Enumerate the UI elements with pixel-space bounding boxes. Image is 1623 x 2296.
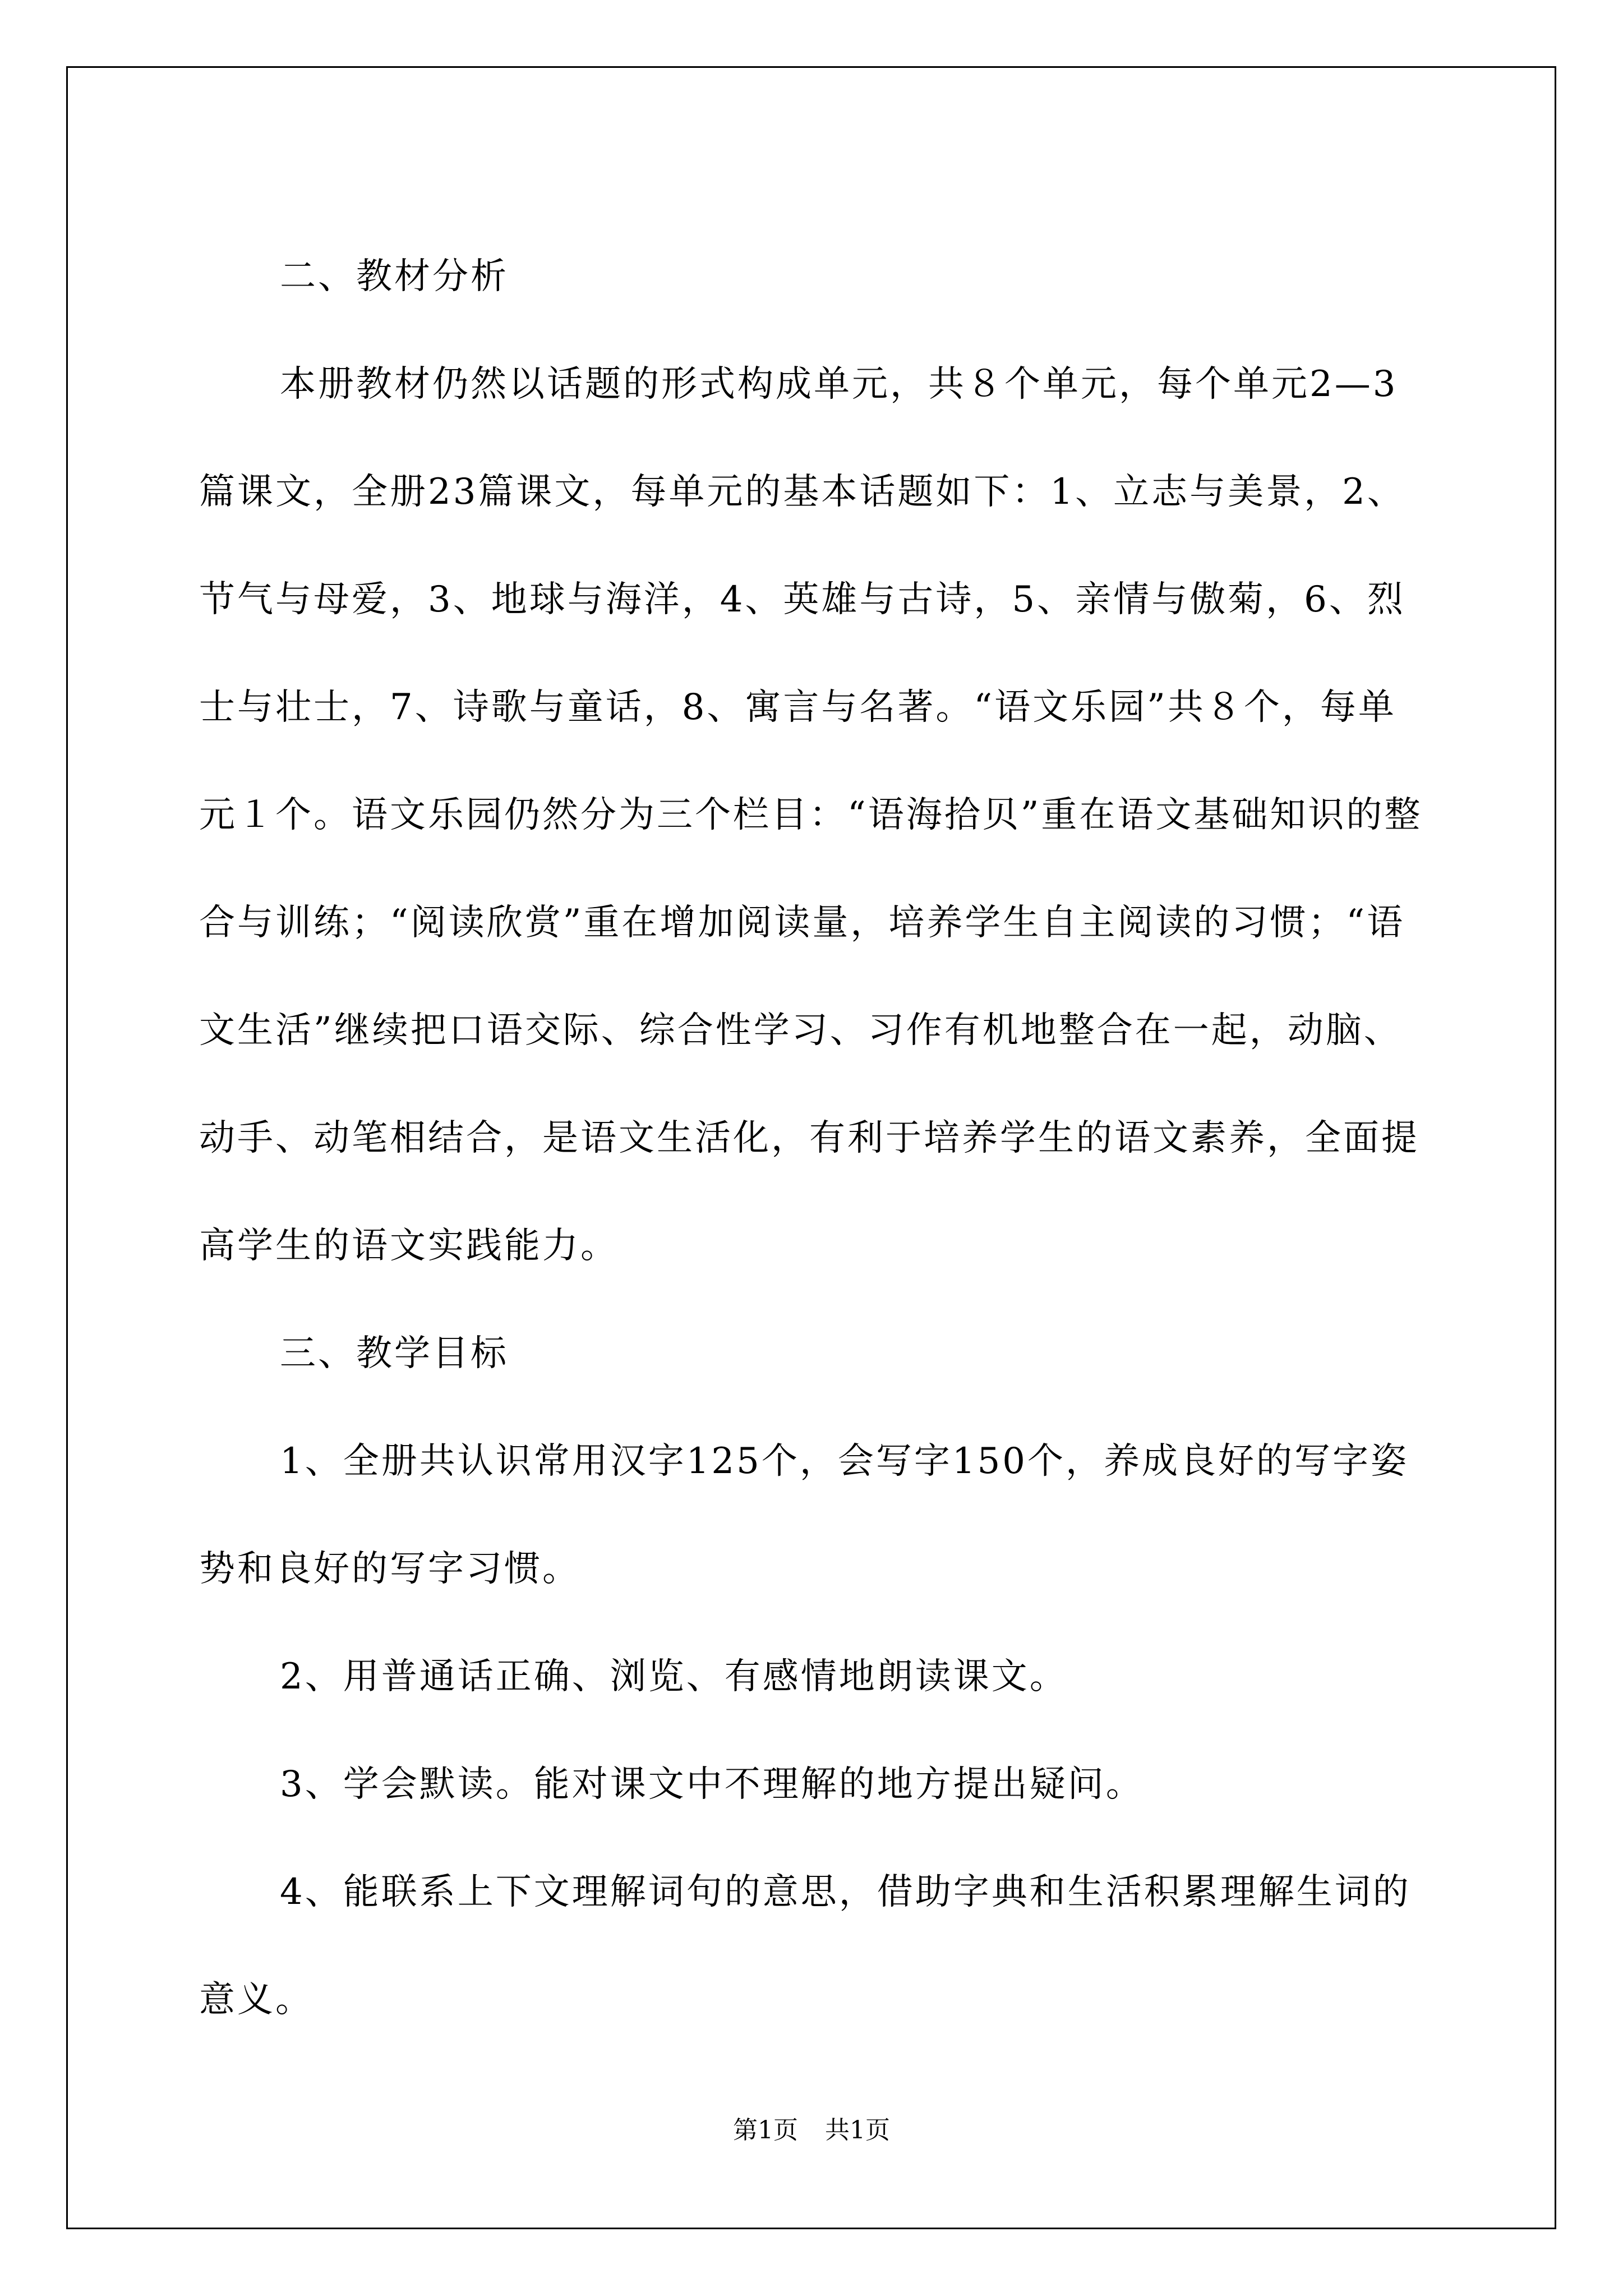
paragraph-goal-4: 4、能联系上下文理解词句的意思，借助字典和生活积累理解生词的意义。 bbox=[199, 1871, 1411, 2021]
page-total: 共1页 bbox=[825, 2116, 890, 2145]
paragraph-goal-3: 3、学会默读。能对课文中不理解的地方提出疑问。 bbox=[280, 1764, 1144, 1805]
document-body bbox=[199, 223, 1427, 2054]
section-heading-teaching-material-analysis: 二、教材分析 bbox=[280, 256, 509, 297]
page-footer bbox=[0, 2114, 1623, 2147]
paragraph-goal-1: 1、全册共认识常用汉字125个，会写字150个，养成良好的写字姿势和良好的写字习惯。 bbox=[199, 1441, 1409, 1590]
paragraph-material-analysis: 本册教材仍然以话题的形式构成单元，共８个单元，每个单元2—3篇课文，全册23篇课文，每单元的基本话题如下：1、立志与美景，2、节气与母爱，3、地球与海洋，4、英雄与古诗，5、亲情与傲菊，6、烈士与壮士，7、诗歌与童话，8、寓言与名著。“语文乐园”共８个，每单元１个。语文乐园仍然分为三个栏目：“语海拾贝”重在语文基础知识的整合与训练；“阅读欣赏”重在增加阅读量，培养学生自主阅读的习惯；“语文生活”继续把口语交际、综合性学习、习作有机地整合在一起，动脑、动手、动笔相结合，是语文生活化，有利于培养学生的语文素养，全面提高学生的语文实践能力。 bbox=[199, 364, 1423, 1267]
page-number: 第1页 bbox=[733, 2116, 798, 2145]
section-heading-teaching-goals: 三、教学目标 bbox=[280, 1333, 509, 1374]
paragraph-goal-2: 2、用普通话正确、浏览、有感情地朗读课文。 bbox=[280, 1656, 1068, 1697]
